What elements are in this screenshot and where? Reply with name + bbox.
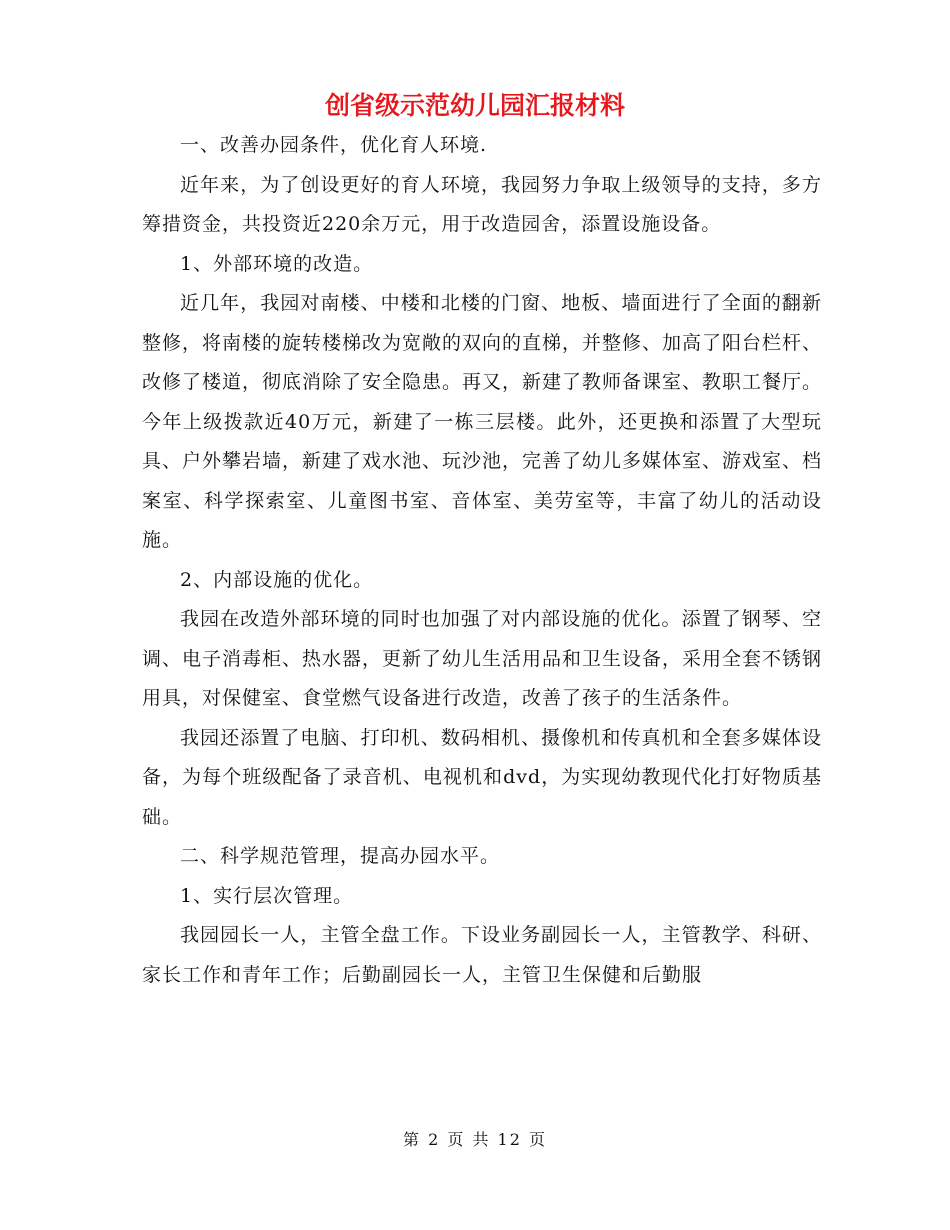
subheading-external: 1、外部环境的改造。 [180,252,374,275]
paragraph-management: 我园园长一人，主管全盘工作。下设业务副园长一人，主管教学、科研、家长工作和青年工作；后勤副园长一人，主管卫生保健和后勤服 [142,924,822,986]
document-title: 创省级示范幼儿园汇报材料 [324,91,625,120]
section-heading-1: 一、改善办园条件，优化育人环境. [180,134,488,156]
subheading-management: 1、实行层次管理。 [180,884,354,907]
page-number-footer: 第 2 页 共 12 页 [403,1130,547,1149]
document-body [142,126,822,995]
paragraph-intro: 近年来，为了创设更好的育人环境，我园努力争取上级领导的支持，多方筹措资金，共投资近220余万元，用于改造园舍，添置设施设备。 [142,173,822,235]
subheading-internal: 2、内部设施的优化。 [180,568,374,591]
section-heading-2: 二、科学规范管理，提高办园水平。 [180,845,501,867]
paragraph-external: 近几年，我园对南楼、中楼和北楼的门窗、地板、墙面进行了全面的翻新整修，将南楼的旋转楼梯改为宽敞的双向的直梯，并整修、加高了阳台栏杆、改修了楼道，彻底消除了安全隐患。再又，新建了教师备课室、教职工餐厅。今年上级拨款近40万元，新建了一栋三层楼。此外，还更换和添置了大型玩具、户外攀岩墙，新建了戏水池、玩沙池，完善了幼儿多媒体室、游戏室、档案室、科学探索室、儿童图书室、音体室、美劳室等，丰富了幼儿的活动设施。 [142,292,823,551]
paragraph-equipment: 我园还添置了电脑、打印机、数码相机、摄像机和传真机和全套多媒体设备，为每个班级配备了录音机、电视机和dvd，为实现幼教现代化打好物质基础。 [142,726,822,828]
paragraph-internal: 我园在改造外部环境的同时也加强了对内部设施的优化。添置了钢琴、空调、电子消毒柜、热水器，更新了幼儿生活用品和卫生设备，采用全套不锈钢用具，对保健室、食堂燃气设备进行改造，改善了孩子的生活条件。 [142,608,823,709]
